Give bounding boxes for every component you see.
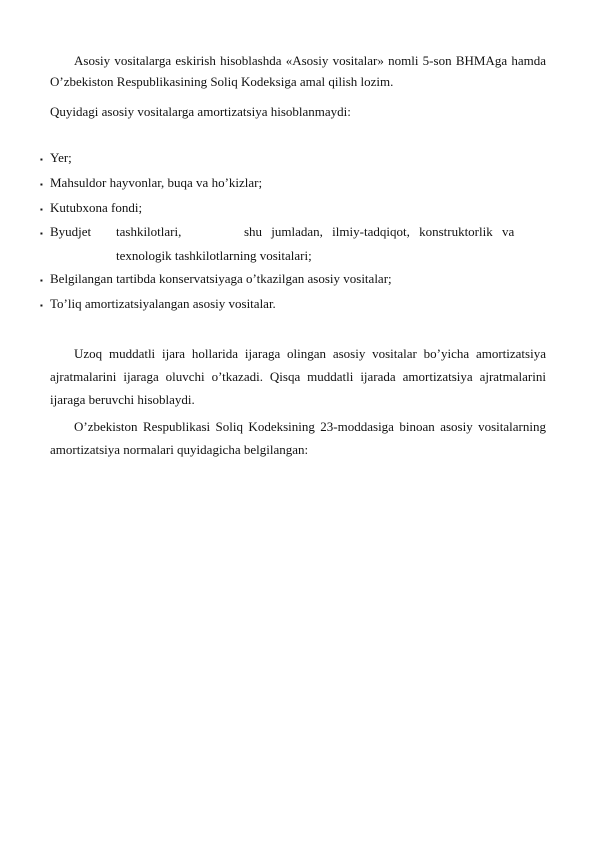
list-item-word: shu jumladan, ilmiy-tadqiqot, konstruktorlik va: [244, 224, 515, 239]
list-item: Mahsuldor hayvonlar, buqa va ho’kizlar;: [50, 175, 263, 190]
paragraph-tax-code: O’zbekiston Respublikasi Soliq Kodeksining 23-moddasiga binoan asosiy vositalarning amortizatsiya normalari quyidagicha belgilangan:: [50, 419, 546, 457]
bullet-icon: ▪: [40, 276, 43, 285]
paragraph-list-intro: Quyidagi asosiy vositalarga amortizatsiya hisoblanmaydi:: [50, 104, 351, 119]
list-item: Yer;: [50, 150, 72, 165]
bullet-icon: ▪: [40, 205, 43, 214]
list-item-continuation: texnologik tashkilotlarning vositalari;: [116, 248, 312, 263]
bullet-icon: ▪: [40, 301, 43, 310]
list-item-word: tashkilotlari,: [116, 224, 182, 239]
list-item: Belgilangan tartibda konservatsiyaga o’tkazilgan asosiy vositalar;: [50, 271, 392, 286]
bullet-icon: ▪: [40, 155, 43, 164]
list-item: Kutubxona fondi;: [50, 200, 143, 215]
paragraph-intro: Asosiy vositalarga eskirish hisoblashda «Asosiy vositalar» nomli 5-son BHMAga hamda O’zbekiston Respublikasining Soliq Kodeksiga amal qilish lozim.: [50, 53, 546, 89]
list-item-word: Byudjet: [50, 224, 92, 239]
list-item: [50, 224, 540, 245]
bullet-icon: ▪: [40, 229, 43, 238]
bullet-icon: ▪: [40, 180, 43, 189]
paragraph-lease: Uzoq muddatli ijara hollarida ijaraga olingan asosiy vositalar bo’yicha amortizatsiya ajratmalarini ijaraga oluvchi o’tkazadi. Qisqa muddatli ijarada amortizatsiya ajratmalarini ijaraga beruvchi hisoblaydi.: [50, 346, 546, 407]
list-item: To’liq amortizatsiyalangan asosiy vositalar.: [50, 296, 276, 311]
